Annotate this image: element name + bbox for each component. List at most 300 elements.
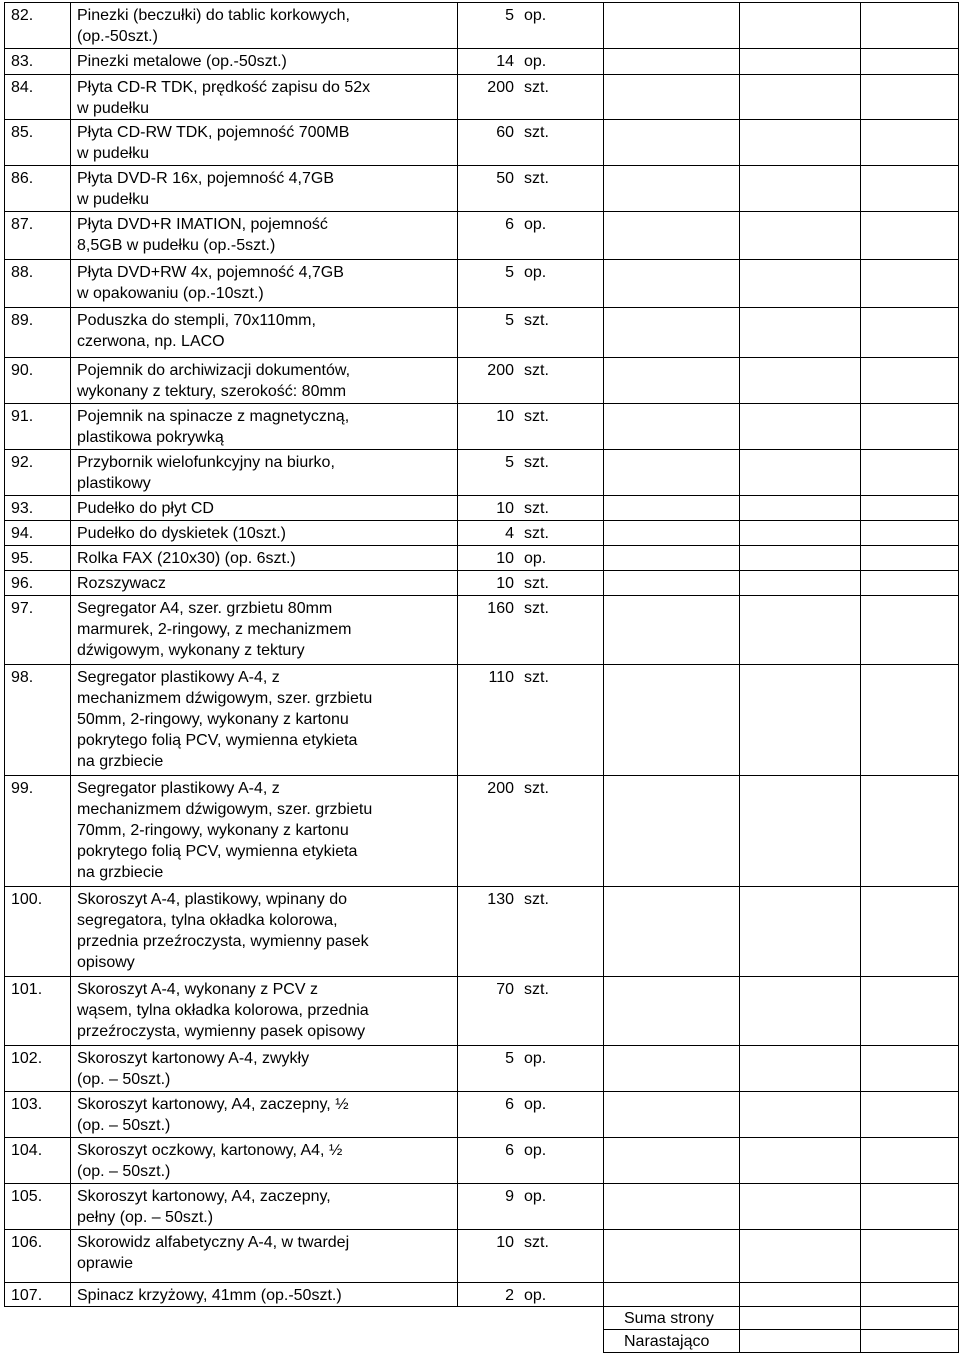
table-row bbox=[5, 308, 959, 358]
description-line: Skoroszyt kartonowy, A4, zaczepny, ½ bbox=[77, 1096, 349, 1113]
unit-price-cell bbox=[604, 1283, 740, 1307]
item-number: 103. bbox=[5, 1092, 71, 1138]
unit-price-cell bbox=[604, 1138, 740, 1184]
item-quantity: 130 bbox=[487, 891, 514, 908]
item-quantity-cell bbox=[458, 404, 604, 450]
item-unit: op. bbox=[524, 1188, 547, 1205]
item-description bbox=[71, 404, 458, 450]
table-row bbox=[5, 260, 959, 308]
table-row bbox=[5, 887, 959, 977]
description-line: Płyta DVD-R 16x, pojemność 4,7GB bbox=[77, 170, 334, 187]
page-sum-row-label: Suma strony bbox=[604, 1307, 740, 1330]
unit-price-cell bbox=[604, 496, 740, 521]
running-total-row bbox=[5, 1330, 959, 1353]
vat-cell bbox=[861, 977, 959, 1046]
item-number: 98. bbox=[5, 665, 71, 776]
item-quantity: 10 bbox=[496, 575, 514, 592]
item-unit: op. bbox=[524, 264, 547, 281]
item-unit: szt. bbox=[524, 500, 549, 517]
item-quantity-cell bbox=[458, 1046, 604, 1092]
description-line: opisowy bbox=[77, 954, 135, 971]
table-row bbox=[5, 358, 959, 404]
item-number: 83. bbox=[5, 49, 71, 75]
net-value-cell bbox=[740, 665, 861, 776]
item-quantity: 50 bbox=[496, 170, 514, 187]
description-line: przednia przeźroczysta, wymienny pasek bbox=[77, 933, 369, 950]
item-description bbox=[71, 308, 458, 358]
item-description bbox=[71, 166, 458, 212]
item-number: 99. bbox=[5, 776, 71, 887]
footer-spacer bbox=[5, 1330, 604, 1353]
table-row bbox=[5, 776, 959, 887]
description-line: pokrytego folią PCV, wymienna etykieta bbox=[77, 732, 358, 749]
description-line: Pudełko do dyskietek (10szt.) bbox=[77, 525, 286, 542]
item-unit: op. bbox=[524, 7, 547, 24]
item-quantity-cell bbox=[458, 75, 604, 120]
description-line: (op.-50szt.) bbox=[77, 28, 158, 45]
vat-cell bbox=[861, 166, 959, 212]
item-unit: szt. bbox=[524, 408, 549, 425]
net-value-cell bbox=[740, 120, 861, 166]
item-quantity: 4 bbox=[505, 525, 514, 542]
item-quantity: 10 bbox=[496, 1234, 514, 1251]
table-row bbox=[5, 1046, 959, 1092]
net-value-cell bbox=[740, 212, 861, 260]
description-line: oprawie bbox=[77, 1255, 134, 1272]
net-value-cell bbox=[740, 496, 861, 521]
vat-cell bbox=[861, 212, 959, 260]
vat-cell bbox=[861, 571, 959, 596]
item-quantity-cell bbox=[458, 120, 604, 166]
table-row bbox=[5, 521, 959, 546]
item-quantity: 5 bbox=[505, 312, 514, 329]
item-quantity-cell bbox=[458, 571, 604, 596]
net-value-cell bbox=[740, 404, 861, 450]
vat-cell bbox=[861, 1230, 959, 1283]
vat-cell bbox=[861, 496, 959, 521]
unit-price-cell bbox=[604, 776, 740, 887]
description-line: Spinacz krzyżowy, 41mm (op.-50szt.) bbox=[77, 1287, 342, 1304]
item-quantity: 70 bbox=[496, 981, 514, 998]
item-number: 106. bbox=[5, 1230, 71, 1283]
page-sum-row-value bbox=[740, 1307, 861, 1330]
net-value-cell bbox=[740, 1046, 861, 1092]
item-quantity: 6 bbox=[505, 216, 514, 233]
item-number: 88. bbox=[5, 260, 71, 308]
description-line: w opakowaniu (op.-10szt.) bbox=[77, 285, 264, 302]
table-row bbox=[5, 496, 959, 521]
item-number: 105. bbox=[5, 1184, 71, 1230]
vat-cell bbox=[861, 1283, 959, 1307]
net-value-cell bbox=[740, 546, 861, 571]
net-value-cell bbox=[740, 887, 861, 977]
unit-price-cell bbox=[604, 977, 740, 1046]
item-number: 96. bbox=[5, 571, 71, 596]
description-line: w pudełku bbox=[77, 145, 150, 162]
unit-price-cell bbox=[604, 546, 740, 571]
item-quantity-cell bbox=[458, 546, 604, 571]
unit-price-cell bbox=[604, 260, 740, 308]
unit-price-cell bbox=[604, 665, 740, 776]
table-row bbox=[5, 1283, 959, 1307]
description-line: na grzbiecie bbox=[77, 753, 164, 770]
table-row bbox=[5, 120, 959, 166]
description-line: pełny (op. – 50szt.) bbox=[77, 1209, 214, 1226]
item-number: 86. bbox=[5, 166, 71, 212]
unit-price-cell bbox=[604, 1184, 740, 1230]
description-line: mechanizmem dźwigowym, szer. grzbietu bbox=[77, 690, 373, 707]
item-description bbox=[71, 260, 458, 308]
description-line: Płyta CD-RW TDK, pojemność 700MB bbox=[77, 124, 350, 141]
item-quantity: 10 bbox=[496, 408, 514, 425]
unit-price-cell bbox=[604, 521, 740, 546]
item-quantity: 110 bbox=[488, 669, 514, 686]
item-quantity: 10 bbox=[496, 550, 514, 567]
net-value-cell bbox=[740, 1184, 861, 1230]
item-unit: op. bbox=[524, 1050, 547, 1067]
description-line: Skoroszyt kartonowy A-4, zwykły bbox=[77, 1050, 310, 1067]
unit-price-cell bbox=[604, 887, 740, 977]
unit-price-cell bbox=[604, 308, 740, 358]
table-row bbox=[5, 49, 959, 75]
description-line: Płyta DVD+R IMATION, pojemność bbox=[77, 216, 328, 233]
item-number: 94. bbox=[5, 521, 71, 546]
item-unit: szt. bbox=[524, 312, 549, 329]
item-description bbox=[71, 450, 458, 496]
unit-price-cell bbox=[604, 166, 740, 212]
vat-cell bbox=[861, 1138, 959, 1184]
vat-cell bbox=[861, 521, 959, 546]
item-description bbox=[71, 1138, 458, 1184]
description-line: Pinezki metalowe (op.-50szt.) bbox=[77, 53, 287, 70]
item-quantity: 160 bbox=[487, 600, 514, 617]
item-description bbox=[71, 521, 458, 546]
item-unit: szt. bbox=[524, 600, 549, 617]
item-unit: szt. bbox=[524, 124, 549, 141]
item-description bbox=[71, 571, 458, 596]
net-value-cell bbox=[740, 521, 861, 546]
item-number: 107. bbox=[5, 1283, 71, 1307]
vat-cell bbox=[861, 1046, 959, 1092]
footer-spacer bbox=[5, 1307, 604, 1330]
description-line: Rozszywacz bbox=[77, 575, 166, 592]
item-number: 84. bbox=[5, 75, 71, 120]
net-value-cell bbox=[740, 166, 861, 212]
item-description bbox=[71, 1046, 458, 1092]
item-description bbox=[71, 3, 458, 49]
item-description bbox=[71, 75, 458, 120]
item-quantity: 5 bbox=[505, 7, 514, 24]
item-description bbox=[71, 1092, 458, 1138]
description-line: pokrytego folią PCV, wymienna etykieta bbox=[77, 843, 358, 860]
unit-price-cell bbox=[604, 49, 740, 75]
net-value-cell bbox=[740, 358, 861, 404]
table-row bbox=[5, 75, 959, 120]
vat-cell bbox=[861, 358, 959, 404]
item-quantity: 10 bbox=[496, 500, 514, 517]
net-value-cell bbox=[740, 596, 861, 665]
item-description bbox=[71, 120, 458, 166]
item-number: 93. bbox=[5, 496, 71, 521]
net-value-cell bbox=[740, 75, 861, 120]
unit-price-cell bbox=[604, 596, 740, 665]
item-quantity-cell bbox=[458, 887, 604, 977]
vat-cell bbox=[861, 49, 959, 75]
description-line: plastikowy bbox=[77, 475, 151, 492]
item-description bbox=[71, 212, 458, 260]
unit-price-cell bbox=[604, 571, 740, 596]
net-value-cell bbox=[740, 1283, 861, 1307]
description-line: marmurek, 2-ringowy, z mechanizmem bbox=[77, 621, 352, 638]
item-description bbox=[71, 49, 458, 75]
item-number: 89. bbox=[5, 308, 71, 358]
vat-cell bbox=[861, 776, 959, 887]
description-line: Skoroszyt kartonowy, A4, zaczepny, bbox=[77, 1188, 331, 1205]
description-line: Pojemnik do archiwizacji dokumentów, bbox=[77, 362, 351, 379]
item-description bbox=[71, 1230, 458, 1283]
vat-cell bbox=[861, 665, 959, 776]
description-line: 70mm, 2-ringowy, wykonany z kartonu bbox=[77, 822, 349, 839]
running-total-row-label: Narastająco bbox=[604, 1330, 740, 1353]
item-unit: szt. bbox=[524, 525, 549, 542]
vat-cell bbox=[861, 260, 959, 308]
description-line: Skoroszyt A-4, plastikowy, wpinany do bbox=[77, 891, 348, 908]
table-body bbox=[5, 3, 959, 1353]
item-number: 82. bbox=[5, 3, 71, 49]
item-description bbox=[71, 596, 458, 665]
item-description bbox=[71, 496, 458, 521]
table-row bbox=[5, 596, 959, 665]
table-row bbox=[5, 404, 959, 450]
item-description bbox=[71, 665, 458, 776]
item-quantity: 200 bbox=[487, 79, 514, 96]
item-unit: szt. bbox=[524, 79, 549, 96]
description-line: mechanizmem dźwigowym, szer. grzbietu bbox=[77, 801, 373, 818]
item-number: 104. bbox=[5, 1138, 71, 1184]
unit-price-cell bbox=[604, 212, 740, 260]
item-number: 100. bbox=[5, 887, 71, 977]
description-line: 8,5GB w pudełku (op.-5szt.) bbox=[77, 237, 276, 254]
item-number: 85. bbox=[5, 120, 71, 166]
item-quantity: 200 bbox=[487, 362, 514, 379]
item-number: 102. bbox=[5, 1046, 71, 1092]
description-line: Skoroszyt oczkowy, kartonowy, A4, ½ bbox=[77, 1142, 343, 1159]
item-quantity-cell bbox=[458, 1230, 604, 1283]
item-unit: op. bbox=[524, 53, 547, 70]
item-unit: szt. bbox=[524, 1234, 549, 1251]
net-value-cell bbox=[740, 450, 861, 496]
description-line: (op. – 50szt.) bbox=[77, 1071, 171, 1088]
item-unit: op. bbox=[524, 1287, 547, 1304]
item-number: 95. bbox=[5, 546, 71, 571]
item-quantity-cell bbox=[458, 308, 604, 358]
price-table bbox=[4, 2, 959, 1353]
item-quantity: 5 bbox=[505, 454, 514, 471]
item-unit: szt. bbox=[524, 780, 549, 797]
description-line: Skorowidz alfabetyczny A-4, w twardej bbox=[77, 1234, 350, 1251]
table-row bbox=[5, 212, 959, 260]
description-line: Poduszka do stempli, 70x110mm, bbox=[77, 312, 316, 329]
item-unit: szt. bbox=[524, 575, 549, 592]
description-line: 50mm, 2-ringowy, wykonany z kartonu bbox=[77, 711, 349, 728]
net-value-cell bbox=[740, 1138, 861, 1184]
item-quantity-cell bbox=[458, 665, 604, 776]
vat-cell bbox=[861, 1184, 959, 1230]
item-quantity-cell bbox=[458, 1184, 604, 1230]
net-value-cell bbox=[740, 260, 861, 308]
item-unit: op. bbox=[524, 216, 547, 233]
unit-price-cell bbox=[604, 450, 740, 496]
page-sum-row bbox=[5, 1307, 959, 1330]
item-quantity: 14 bbox=[496, 53, 514, 70]
description-line: Segregator plastikowy A-4, z bbox=[77, 669, 280, 686]
item-quantity-cell bbox=[458, 450, 604, 496]
table-row bbox=[5, 1184, 959, 1230]
item-quantity-cell bbox=[458, 1283, 604, 1307]
item-description bbox=[71, 546, 458, 571]
item-unit: szt. bbox=[524, 891, 549, 908]
table-row bbox=[5, 571, 959, 596]
description-line: Rolka FAX (210x30) (op. 6szt.) bbox=[77, 550, 296, 567]
item-quantity-cell bbox=[458, 166, 604, 212]
item-number: 90. bbox=[5, 358, 71, 404]
item-number: 87. bbox=[5, 212, 71, 260]
net-value-cell bbox=[740, 571, 861, 596]
item-quantity-cell bbox=[458, 358, 604, 404]
item-unit: szt. bbox=[524, 362, 549, 379]
description-line: wąsem, tylna okładka kolorowa, przednia bbox=[77, 1002, 369, 1019]
description-line: Płyta DVD+RW 4x, pojemność 4,7GB bbox=[77, 264, 344, 281]
table-row bbox=[5, 546, 959, 571]
item-quantity: 6 bbox=[505, 1142, 514, 1159]
description-line: Skoroszyt A-4, wykonany z PCV z bbox=[77, 981, 318, 998]
running-total-row-value bbox=[740, 1330, 861, 1353]
vat-cell bbox=[861, 120, 959, 166]
item-description bbox=[71, 1283, 458, 1307]
net-value-cell bbox=[740, 49, 861, 75]
vat-cell bbox=[861, 546, 959, 571]
description-line: Pojemnik na spinacze z magnetyczną, bbox=[77, 408, 350, 425]
item-quantity-cell bbox=[458, 977, 604, 1046]
description-line: w pudełku bbox=[77, 191, 150, 208]
unit-price-cell bbox=[604, 3, 740, 49]
item-number: 91. bbox=[5, 404, 71, 450]
item-unit: op. bbox=[524, 550, 547, 567]
unit-price-cell bbox=[604, 1092, 740, 1138]
item-quantity-cell bbox=[458, 1092, 604, 1138]
item-unit: szt. bbox=[524, 981, 549, 998]
net-value-cell bbox=[740, 977, 861, 1046]
table-row bbox=[5, 1138, 959, 1184]
item-description bbox=[71, 1184, 458, 1230]
item-unit: op. bbox=[524, 1142, 547, 1159]
table-row bbox=[5, 665, 959, 776]
item-description bbox=[71, 776, 458, 887]
item-quantity: 9 bbox=[505, 1188, 514, 1205]
description-line: (op. – 50szt.) bbox=[77, 1117, 171, 1134]
item-quantity-cell bbox=[458, 1138, 604, 1184]
net-value-cell bbox=[740, 1092, 861, 1138]
item-quantity-cell bbox=[458, 260, 604, 308]
item-quantity-cell bbox=[458, 3, 604, 49]
item-unit: op. bbox=[524, 1096, 547, 1113]
item-description bbox=[71, 977, 458, 1046]
description-line: dźwigowym, wykonany z tektury bbox=[77, 642, 305, 659]
vat-cell bbox=[861, 1092, 959, 1138]
vat-cell bbox=[861, 887, 959, 977]
item-number: 101. bbox=[5, 977, 71, 1046]
description-line: Segregator plastikowy A-4, z bbox=[77, 780, 280, 797]
item-quantity-cell bbox=[458, 496, 604, 521]
description-line: przeźroczysta, wymienny pasek opisowy bbox=[77, 1023, 366, 1040]
item-quantity-cell bbox=[458, 596, 604, 665]
item-unit: szt. bbox=[524, 170, 549, 187]
item-quantity: 5 bbox=[505, 1050, 514, 1067]
description-line: czerwona, np. LACO bbox=[77, 333, 225, 350]
running-total-row-vat bbox=[861, 1330, 959, 1353]
table-row bbox=[5, 1092, 959, 1138]
unit-price-cell bbox=[604, 75, 740, 120]
description-line: (op. – 50szt.) bbox=[77, 1163, 171, 1180]
item-quantity: 2 bbox=[505, 1287, 514, 1304]
vat-cell bbox=[861, 404, 959, 450]
description-line: Pudełko do płyt CD bbox=[77, 500, 214, 517]
table-row bbox=[5, 977, 959, 1046]
item-quantity: 6 bbox=[505, 1096, 514, 1113]
description-line: segregatora, tylna okładka kolorowa, bbox=[77, 912, 338, 929]
item-quantity-cell bbox=[458, 521, 604, 546]
net-value-cell bbox=[740, 1230, 861, 1283]
item-quantity: 200 bbox=[487, 780, 514, 797]
item-description bbox=[71, 358, 458, 404]
unit-price-cell bbox=[604, 1046, 740, 1092]
net-value-cell bbox=[740, 776, 861, 887]
item-number: 97. bbox=[5, 596, 71, 665]
table-row bbox=[5, 166, 959, 212]
item-quantity-cell bbox=[458, 776, 604, 887]
description-line: Pinezki (beczułki) do tablic korkowych, bbox=[77, 7, 350, 24]
vat-cell bbox=[861, 450, 959, 496]
item-quantity-cell bbox=[458, 212, 604, 260]
unit-price-cell bbox=[604, 1230, 740, 1283]
net-value-cell bbox=[740, 3, 861, 49]
table-row bbox=[5, 1230, 959, 1283]
table-row bbox=[5, 450, 959, 496]
description-line: na grzbiecie bbox=[77, 864, 164, 881]
unit-price-cell bbox=[604, 120, 740, 166]
table-row bbox=[5, 3, 959, 49]
description-line: plastikowa pokrywką bbox=[77, 429, 224, 446]
item-number: 92. bbox=[5, 450, 71, 496]
description-line: Segregator A4, szer. grzbietu 80mm bbox=[77, 600, 333, 617]
net-value-cell bbox=[740, 308, 861, 358]
vat-cell bbox=[861, 596, 959, 665]
vat-cell bbox=[861, 3, 959, 49]
description-line: Płyta CD-R TDK, prędkość zapisu do 52x bbox=[77, 79, 371, 96]
item-quantity: 60 bbox=[496, 124, 514, 141]
vat-cell bbox=[861, 75, 959, 120]
item-unit: szt. bbox=[524, 669, 549, 686]
vat-cell bbox=[861, 308, 959, 358]
description-line: w pudełku bbox=[77, 100, 150, 117]
description-line: wykonany z tektury, szerokość: 80mm bbox=[77, 383, 347, 400]
item-quantity-cell bbox=[458, 49, 604, 75]
page-sum-row-vat bbox=[861, 1307, 959, 1330]
item-unit: szt. bbox=[524, 454, 549, 471]
item-description bbox=[71, 887, 458, 977]
item-quantity: 5 bbox=[505, 264, 514, 281]
unit-price-cell bbox=[604, 404, 740, 450]
